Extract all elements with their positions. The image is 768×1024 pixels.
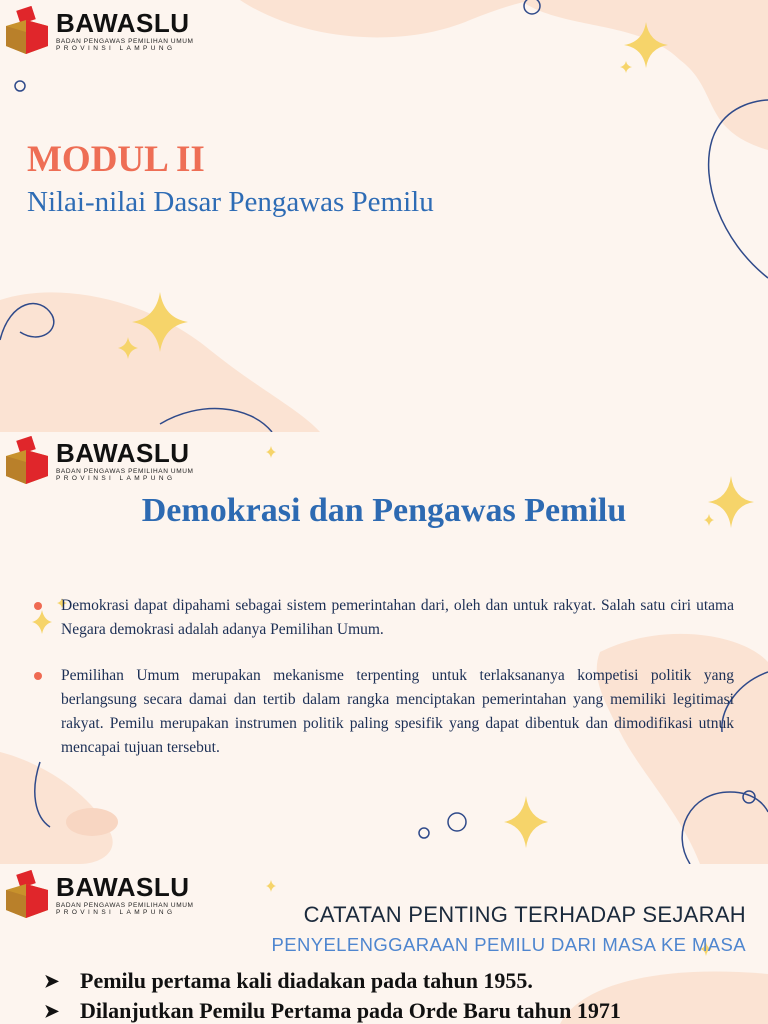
section-subheading: PENYELENGGARAAN PEMILU DARI MASA KE MASA xyxy=(271,934,746,955)
bullet-text: Demokrasi dapat dipahami sebagai sistem pemerintahan dari, oleh dan untuk rakyat. Salah satu ciri utama Negara demokrasi adalah adanya Pemilihan Umum. xyxy=(61,597,734,638)
ballot-box-icon xyxy=(4,870,50,920)
brand-name: BAWASLU xyxy=(56,8,190,38)
slide-modul-ii xyxy=(0,0,768,432)
module-subtitle: Nilai-nilai Dasar Pengawas Pemilu xyxy=(27,186,434,218)
bullet-item xyxy=(34,594,734,642)
bullet-list xyxy=(34,594,734,782)
bullet-item xyxy=(34,664,734,760)
slide-demokrasi xyxy=(0,432,768,864)
slide-catatan-sejarah xyxy=(0,864,768,1024)
brand-tagline: BADAN PENGAWAS PEMILIHAN UMUM xyxy=(56,38,194,45)
brand-province: PROVINSI LAMPUNG xyxy=(56,909,176,916)
brand-province: PROVINSI LAMPUNG xyxy=(56,475,176,482)
slide-title: Demokrasi dan Pengawas Pemilu xyxy=(141,492,627,529)
bawaslu-logo xyxy=(4,6,194,56)
section-heading: CATATAN PENTING TERHADAP SEJARAH xyxy=(303,902,746,927)
bullet-text: Pemilihan Umum merupakan mekanisme terpenting untuk terlaksananya kompetisi politik yang berlangsung secara damai dan tertib dalam rangka menciptakan pemerintahan yang memiliki legitimasi rakyat. Pemilu merupakan instrumen politik paling spesifik yang dapat dibentuk dan dimodifikasi utnuk mencapai tujuan tersebut. xyxy=(61,667,734,756)
brand-tagline: BADAN PENGAWAS PEMILIHAN UMUM xyxy=(56,468,194,475)
brand-name: BAWASLU xyxy=(56,438,190,468)
bawaslu-logo xyxy=(4,870,194,920)
list-item xyxy=(44,966,621,996)
bawaslu-logo xyxy=(4,436,194,486)
arrow-bullet-icon: ➤ xyxy=(44,970,60,991)
arrow-bullet-icon: ➤ xyxy=(44,1000,60,1021)
module-title: MODUL II xyxy=(27,139,205,180)
ballot-box-icon xyxy=(4,6,50,56)
history-list xyxy=(44,966,621,1024)
list-item xyxy=(44,996,621,1024)
brand-tagline: BADAN PENGAWAS PEMILIHAN UMUM xyxy=(56,902,194,909)
bullet-dot-icon xyxy=(34,602,42,610)
list-item-text: Dilanjutkan Pemilu Pertama pada Orde Baru tahun 1971 xyxy=(80,998,621,1023)
bullet-dot-icon xyxy=(34,672,42,680)
list-item-text: Pemilu pertama kali diadakan pada tahun 1955. xyxy=(80,968,533,993)
brand-name: BAWASLU xyxy=(56,872,190,902)
brand-province: PROVINSI LAMPUNG xyxy=(56,45,176,52)
ballot-box-icon xyxy=(4,436,50,486)
